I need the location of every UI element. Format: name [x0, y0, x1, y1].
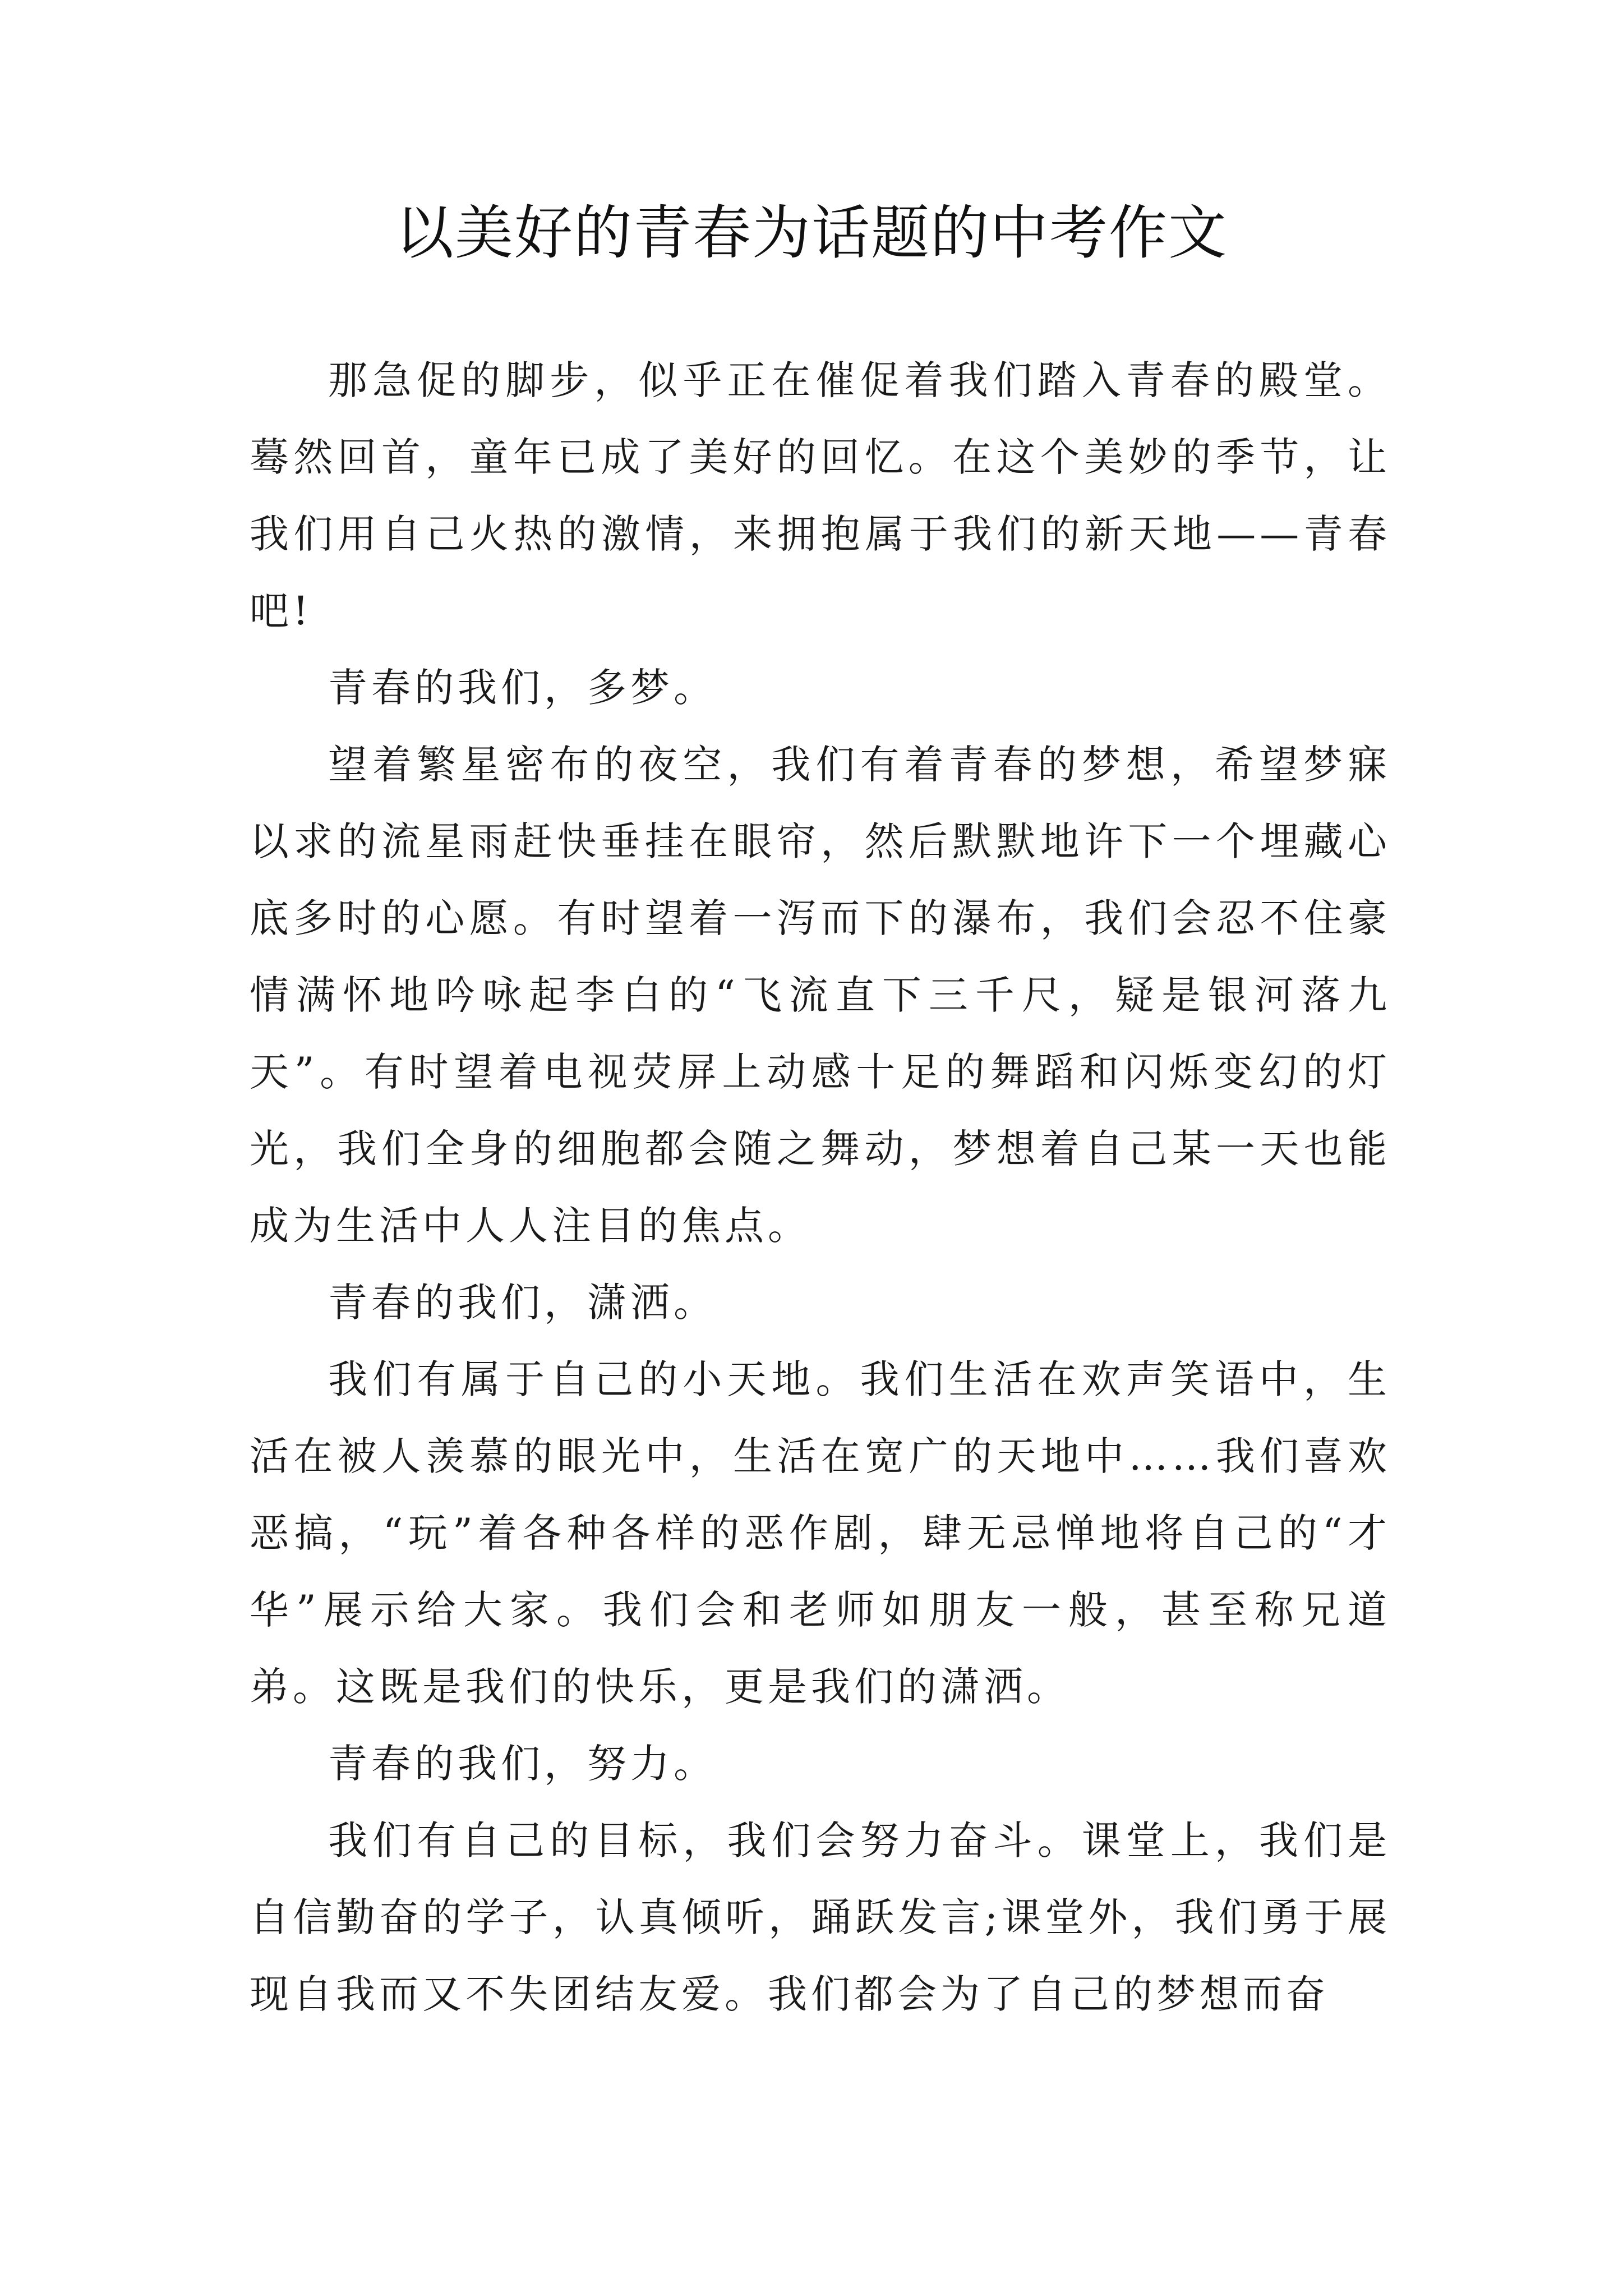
- document-title: 以美好的青春为话题的中考作文: [395, 199, 1228, 267]
- paragraph: 那急促的脚步，似乎正在催促着我们踏入青春的殿堂。蓦然回首，童年已成了美好的回忆。在这个美妙的季节，让我们用自己火热的激情，来拥抱属于我们的新天地——青春吧!: [250, 357, 1391, 634]
- paragraph: 青春的我们，潇洒。: [328, 1280, 717, 1326]
- paragraph: 青春的我们，努力。: [328, 1741, 717, 1787]
- paragraph: 我们有自己的目标，我们会努力奋斗。课堂上，我们是自信勤奋的学子，认真倾听，踊跃发言;课堂外，我们勇于展现自我而又不失团结友爱。我们都会为了自己的梦想而奋: [250, 1818, 1391, 2017]
- paragraph: 我们有属于自己的小天地。我们生活在欢声笑语中，生活在被人羡慕的眼光中，生活在宽广的天地中……我们喜欢恶搞，“玩”着各种各样的恶作剧，肆无忌惮地将自己的“才华”展示给大家。我们会和老师如朋友一般，甚至称兄道弟。这既是我们的快乐，更是我们的潇洒。: [250, 1356, 1391, 1710]
- document-body: [250, 342, 1391, 2033]
- paragraph: 望着繁星密布的夜空，我们有着青春的梦想，希望梦寐以求的流星雨赶快垂挂在眼帘，然后默默地许下一个埋藏心底多时的心愿。有时望着一泻而下的瀑布，我们会忍不住豪情满怀地吟咏起李白的“飞流直下三千尺，疑是银河落九天”。有时望着电视荧屏上动感十足的舞蹈和闪烁变幻的灯光，我们全身的细胞都会随之舞动，梦想着自己某一天也能成为生活中人人注目的焦点。: [250, 742, 1391, 1249]
- paragraph: 青春的我们，多梦。: [328, 665, 717, 711]
